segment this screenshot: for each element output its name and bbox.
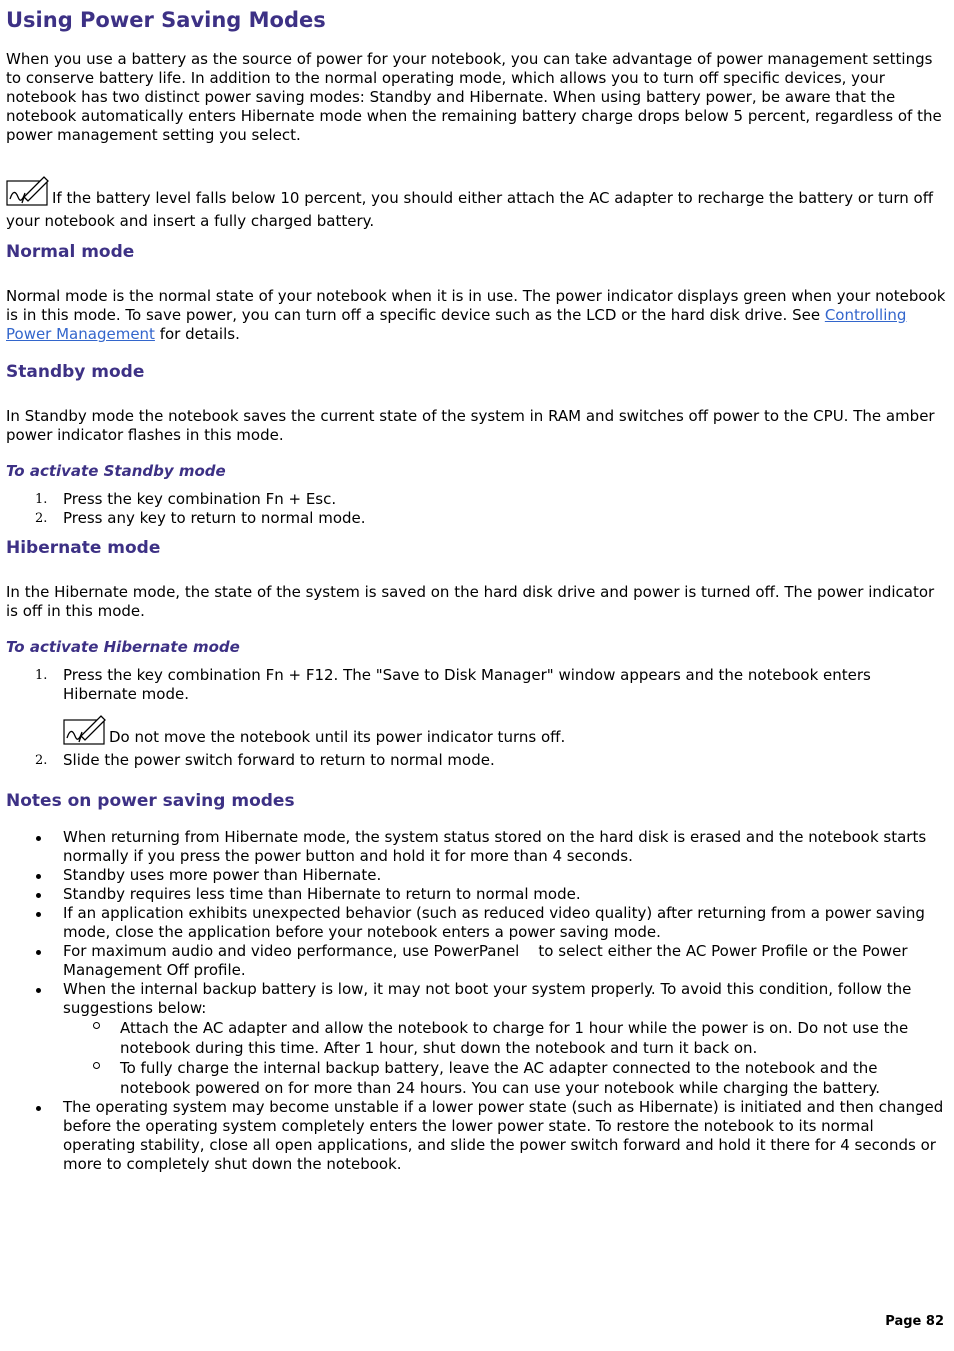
battery-note — [6, 175, 946, 231]
standby-mode-paragraph: In Standby mode the notebook saves the current state of the system in RAM and switches off power to the CPU. The amber power indicator flashes in this mode. — [6, 407, 935, 444]
step-number: 2. — [35, 511, 48, 526]
bullet — [36, 950, 41, 955]
note-text: When the internal backup battery is low, it may not boot your system properly. To avoid this condition, follow the suggestions below: — [63, 980, 912, 1017]
step-note-text: Do not move the notebook until its power indicator turns off. — [109, 728, 566, 746]
list-item — [6, 885, 946, 904]
list-item — [6, 904, 946, 942]
note-text: The operating system may become unstable if a lower power state (such as Hibernate) is initiated and then changed before the operating system completely enters the lower power state. To restore the notebook to its normal operating stability, close all open applications, and slide the power switch forward and hold it there for 4 seconds or more to completely shut down the notebook. — [63, 1098, 944, 1173]
notes-heading: Notes on power saving modes — [6, 791, 295, 811]
step-text: Press any key to return to normal mode. — [63, 509, 366, 527]
list-item — [6, 751, 946, 770]
standby-mode-heading: Standby mode — [6, 362, 145, 382]
step-text: Press the key combination Fn + Esc. — [63, 490, 337, 508]
note-text: If an application exhibits unexpected behavior (such as reduced video quality) after returning from a power saving mode, close the application before your notebook enters a power saving mode. — [63, 904, 925, 941]
note-pencil-icon — [6, 175, 52, 212]
sub-bullet — [93, 1022, 100, 1029]
hibernate-mode-heading: Hibernate mode — [6, 538, 161, 558]
bullet — [36, 912, 41, 917]
note-pencil-icon — [63, 714, 109, 751]
list-item — [6, 1098, 946, 1174]
standby-steps — [6, 490, 946, 528]
page-title: Using Power Saving Modes — [6, 8, 326, 32]
bullet — [36, 988, 41, 993]
step-number: 1. — [35, 492, 48, 507]
bullet — [36, 874, 41, 879]
step-text: Slide the power switch forward to return to normal mode. — [63, 751, 495, 769]
bullet — [36, 893, 41, 898]
list-item — [6, 490, 946, 509]
hibernate-procedure-heading: To activate Hibernate mode — [6, 638, 240, 656]
sub-list-item — [63, 1058, 946, 1098]
sub-list-item — [63, 1018, 946, 1058]
normal-mode-paragraph — [6, 287, 946, 344]
controlling-power-management-link[interactable]: Controlling Power Management — [6, 306, 907, 343]
hibernate-mode-paragraph: In the Hibernate mode, the state of the system is saved on the hard disk drive and power is turned off. The power indicator is off in this mode. — [6, 583, 935, 620]
list-item — [6, 980, 946, 1098]
step-number: 2. — [35, 753, 48, 768]
list-item — [6, 666, 946, 751]
list-item — [6, 828, 946, 866]
intro-paragraph: When you use a battery as the source of power for your notebook, you can take advantage of power management settings to conserve battery life. In addition to the normal operating mode, which allows you to turn off specific devices, your notebook has two distinct power saving modes: Standby and Hibernate. When using battery power, be aware that the notebook automatically enters Hibernate mode when the remaining battery charge drops below 5 percent, regardless of the power management setting you select. — [6, 50, 942, 144]
step-number: 1. — [35, 668, 48, 683]
standby-procedure-heading: To activate Standby mode — [6, 462, 226, 480]
bullet — [36, 836, 41, 841]
list-item — [6, 509, 946, 528]
notes-list — [6, 828, 946, 1174]
sub-note-text: Attach the AC adapter and allow the notebook to charge for 1 hour while the power is on. Do not use the notebook during this time. After 1 hour, shut down the notebook and turn it back on. — [120, 1019, 909, 1057]
sub-note-text: To fully charge the internal backup battery, leave the AC adapter connected to the notebook and the notebook powered on for more than 24 hours. You can use your notebook while charging the battery. — [120, 1059, 881, 1097]
note-text: For maximum audio and video performance, use PowerPanel to select either the AC Power Profile or the Power Management Off profile. — [63, 942, 913, 979]
list-item — [6, 942, 946, 980]
list-item — [6, 866, 946, 885]
note-text: Standby uses more power than Hibernate. — [63, 866, 382, 884]
normal-mode-text-end: for details. — [154, 325, 240, 343]
battery-note-text: If the battery level falls below 10 percent, you should either attach the AC adapter to recharge the battery or turn off your notebook and insert a fully charged battery. — [6, 189, 934, 230]
normal-mode-heading: Normal mode — [6, 242, 135, 262]
normal-mode-text: Normal mode is the normal state of your notebook when it is in use. The power indicator displays green when your notebook is in this mode. To save power, you can turn off a specific device such as the LCD or the hard disk drive. See — [6, 287, 946, 324]
note-text: Standby requires less time than Hibernate to return to normal mode. — [63, 885, 581, 903]
sub-list — [63, 1018, 946, 1098]
sub-bullet — [93, 1062, 100, 1069]
note-text: When returning from Hibernate mode, the system status stored on the hard disk is erased and the notebook starts normally if you press the power button and hold it for more than 4 seconds. — [63, 828, 927, 865]
bullet — [36, 1106, 41, 1111]
step-text: Press the key combination Fn + F12. The "Save to Disk Manager" window appears and the notebook enters Hibernate mode. — [63, 666, 871, 703]
step-note — [63, 714, 946, 751]
page-number: Page 82 — [885, 1314, 944, 1329]
hibernate-steps — [6, 666, 946, 770]
